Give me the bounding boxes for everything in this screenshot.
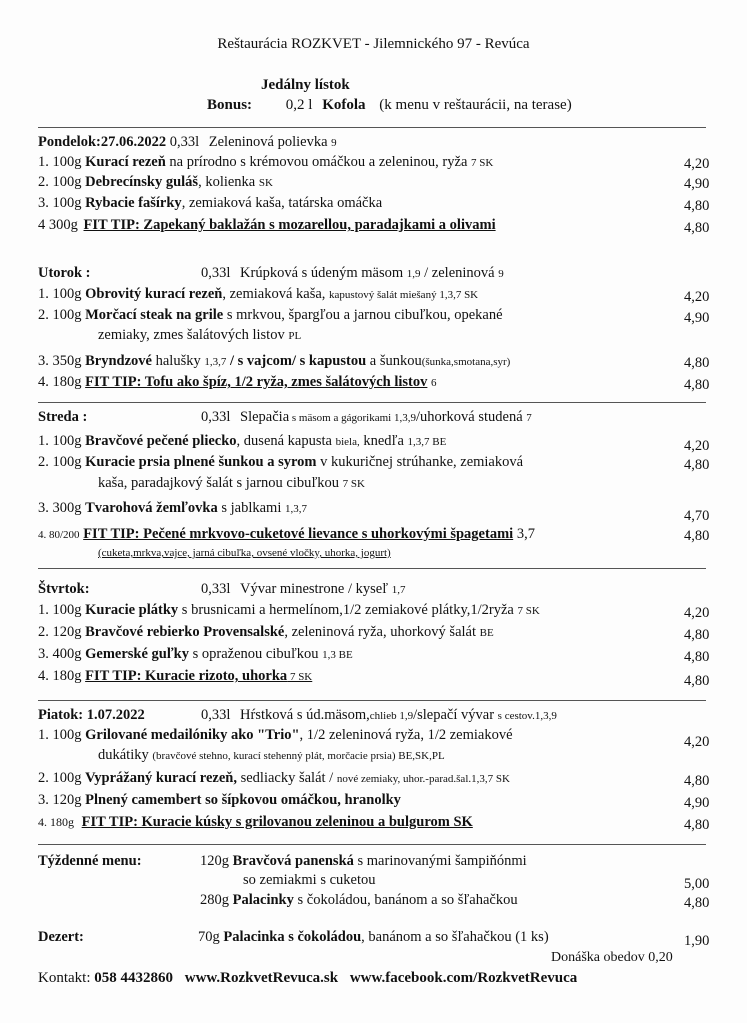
item-weight: 120g [200, 853, 229, 869]
menu-item [38, 153, 688, 172]
item-desc-continued [98, 474, 747, 493]
item-weight: 280g [200, 892, 229, 908]
item-name: Bryndzové [85, 353, 152, 369]
soup-allergens: 9 [498, 268, 504, 280]
item-desc: s mrkvou, špargľou a jarnou cibuľkou, opekané [223, 307, 503, 323]
menu-item [38, 173, 688, 192]
item-price: 4,80 [684, 220, 710, 236]
fit-tip: FIT TIP: Tofu ako špíz, 1/2 ryža, zmes šalátových listov [85, 374, 428, 390]
soup-alt: /slepačí vývar [413, 707, 498, 723]
item-price: 4,20 [684, 734, 710, 750]
item-number: 1. 100g [38, 727, 82, 743]
item-desc: s marinovanými šampiňónmi [353, 853, 527, 869]
item-name: Plnený camembert so šípkovou omáčkou, hranolky [85, 792, 401, 808]
day-label: Streda : [38, 409, 88, 425]
item-price: 4,80 [684, 528, 710, 544]
item-note: (cuketa,mrkva,vajce, jarná cibuľka, ovsené vločky, uhorka, jogurt) [98, 547, 391, 559]
bonus-item: Kofola [322, 97, 366, 113]
item-price: 4,80 [684, 773, 710, 789]
soup-note: chlieb 1,9 [369, 710, 414, 722]
divider [38, 844, 706, 845]
item-name: Morčací steak na grile [85, 307, 224, 323]
item-desc: , zemiaková kaša, [222, 286, 330, 302]
item-note: nové zemiaky, uhor.-parad.šal.1,3,7 SK [336, 773, 510, 785]
item-name: Palacinka s čokoládou [223, 929, 362, 945]
website-link[interactable]: www.RozkvetRevuca.sk [184, 970, 339, 986]
friday-header [38, 706, 688, 725]
soup-amount: 0,33l [201, 265, 231, 281]
item-price: 1,90 [684, 933, 710, 949]
item-name: Bravčové pečené pliecko [85, 433, 237, 449]
item-number: 2. 120g [38, 624, 82, 640]
soup-alt: / zeleninová [420, 265, 499, 281]
item-price: 4,20 [684, 156, 710, 172]
phone-number: 058 4432860 [94, 970, 173, 986]
item-number: 2. 100g [38, 307, 82, 323]
item-price: 4,80 [684, 457, 710, 473]
item-name: Kurací rezeň [85, 154, 166, 170]
item-price: 4,80 [684, 198, 710, 214]
item-name: Tvarohová žemľovka [85, 500, 218, 516]
item-allergens: 7 SK [471, 157, 494, 169]
menu-item [38, 285, 688, 304]
contact-footer [38, 970, 577, 987]
menu-item [38, 216, 688, 234]
item-number: 2. 100g [38, 174, 82, 190]
item-name: Vyprážaný kurací rezeň, [85, 770, 237, 786]
divider [38, 402, 706, 403]
item-price: 4,70 [684, 508, 710, 524]
item-number: 4. 80/200 [38, 529, 80, 541]
item-number: 1. 100g [38, 602, 82, 618]
item-price: 4,80 [684, 817, 710, 833]
item-note: (šunka,smotana,syr) [421, 356, 511, 368]
item-name: Palacinky [232, 892, 294, 908]
item-desc: dukátiky [98, 747, 153, 763]
menu-item [38, 373, 688, 392]
item-price: 5,00 [684, 876, 710, 892]
item-number: 3. 400g [38, 646, 82, 662]
item-price: 4,80 [684, 377, 710, 393]
restaurant-title: Reštaurácia ROZKVET - Jilemnického 97 - Revúca [217, 36, 530, 52]
menu-item [38, 667, 688, 686]
item-name: Rybacie fašírky [85, 195, 182, 211]
item-number: 2. 100g [38, 770, 82, 786]
item-number: 1. 100g [38, 286, 82, 302]
item-desc: na prírodno s krémovou omáčkou a zeleninou, ryža [165, 154, 472, 170]
weekly-item [200, 891, 747, 909]
fit-tip: FIT TIP: Pečené mrkvovo-cuketové lievance s uhorkovými špagetami [83, 526, 514, 542]
item-price: 4,20 [684, 289, 710, 305]
divider [38, 700, 706, 701]
soup-name: Vývar minestrone / kyseľ [240, 581, 392, 597]
item-allergens: SK [258, 177, 273, 189]
item-price: 4,80 [684, 355, 710, 371]
item-allergens: 1,3,7 BE [407, 436, 447, 448]
item-desc: , zemiaková kaša, tatárska omáčka [181, 195, 383, 211]
item-number: 3. 300g [38, 500, 82, 516]
menu-item [38, 453, 688, 471]
item-allergens: 6 [431, 377, 437, 389]
item-allergens: 7 SK [517, 605, 540, 617]
item-number: 1. 100g [38, 154, 82, 170]
divider [38, 127, 706, 128]
weekly-label: Týždenné menu: [38, 853, 142, 869]
soup-note: s mäsom a gágorikami 1,3,9 [289, 412, 416, 424]
item-desc-continued [98, 326, 747, 345]
item-desc: s jablkami [217, 500, 285, 516]
item-price: 4,80 [684, 649, 710, 665]
bonus-line [207, 97, 572, 114]
item-price: 4,90 [684, 176, 710, 192]
soup-amount: 0,33l [169, 134, 200, 150]
item-number: 4. 180g [38, 815, 74, 829]
item-allergens: 1,3,7 [285, 503, 307, 515]
item-name: Debrecínsky guláš [85, 174, 199, 190]
item-allergens: 1,3 BE [322, 649, 353, 661]
soup-name: Slepačia [240, 409, 290, 425]
item-desc: s opraženou cibuľkou [188, 646, 323, 662]
soup-allergens: 7 [526, 412, 532, 424]
divider [38, 568, 706, 569]
soup-amount: 0,33l [201, 409, 231, 425]
item-name: Obrovitý kurací rezeň [85, 286, 223, 302]
item-desc: halušky [151, 353, 205, 369]
item-number: 3. 120g [38, 792, 82, 808]
item-desc: , banánom a so šľahačkou (1 ks) [361, 929, 549, 945]
item-allergens: PL [288, 330, 302, 342]
item-weight: 70g [198, 929, 220, 945]
soup-allergens: 1,9 [406, 268, 421, 280]
menu-item [38, 623, 688, 642]
menu-item [38, 769, 688, 788]
item-price: 4,20 [684, 438, 710, 454]
item-name: Kuracie plátky [85, 602, 179, 618]
delivery-note: Donáška obedov 0,20 [551, 950, 673, 965]
day-label: Piatok: 1.07.2022 [38, 707, 145, 723]
soup-name: Hŕstková s úd.mäsom, [240, 707, 370, 723]
item-name: Grilované medailóniky ako "Trio" [85, 727, 300, 743]
fit-tip: FIT TIP: Kuracie rizoto, uhorka [85, 668, 288, 684]
menu-item [38, 306, 688, 324]
item-allergens: 7 SK [342, 478, 365, 490]
item-allergens: 3,7 [513, 526, 535, 542]
menu-item [38, 813, 688, 831]
item-desc: knedľa [359, 433, 408, 449]
item-allergens: 7 SK [287, 671, 313, 683]
bonus-label: Bonus: [207, 97, 253, 113]
day-label: Utorok : [38, 265, 91, 281]
soup-allergens: 1,7 [391, 584, 406, 596]
item-price: 4,90 [684, 310, 710, 326]
item-desc: , kolienka [198, 174, 259, 190]
contact-label: Kontakt: [38, 970, 91, 986]
item-number: 4. 180g [38, 668, 82, 684]
item-allergens: 1,3,7 [204, 356, 227, 368]
menu-item [38, 726, 688, 744]
item-desc: s čokoládou, banánom a so šľahačkou [293, 892, 518, 908]
fit-tip: FIT TIP: Kuracie kúsky s grilovanou zeleninou a bulgurom SK [81, 814, 473, 830]
menu-item [38, 791, 688, 809]
wednesday-header [38, 408, 688, 427]
item-number: 4 300g [38, 217, 78, 233]
menu-item [38, 194, 688, 212]
fit-tip: FIT TIP: Zapekaný baklažán s mozarellou, paradajkami a olivami [83, 217, 496, 233]
item-name: Kuracie prsia plnené šunkou a syrom [85, 454, 317, 470]
soup-name: Krúpková s údeným mäsom [240, 265, 404, 281]
item-name: Gemerské guľky [85, 646, 189, 662]
bonus-note: (k menu v reštaurácii, na terase) [379, 97, 572, 113]
item-desc-continued [98, 746, 747, 765]
item-number: 2. 100g [38, 454, 82, 470]
menu-item [38, 499, 688, 518]
item-desc: zemiaky, zmes šalátových listov [98, 327, 289, 343]
item-number: 4. 180g [38, 374, 82, 390]
bonus-amount: 0,2 l [285, 97, 313, 113]
item-price: 4,80 [684, 627, 710, 643]
menu-item [38, 525, 688, 544]
soup-amount: 0,33l [201, 581, 231, 597]
soup-allergens: 9 [331, 137, 337, 149]
item-price: 4,80 [684, 895, 710, 911]
item-desc: sedliacky šalát / [236, 770, 337, 786]
item-price: 4,20 [684, 605, 710, 621]
weekly-desc-continued: so zemiakmi s cuketou [243, 872, 376, 888]
menu-item [38, 601, 688, 620]
item-desc: s brusnicami a hermelínom,1/2 zemiakové plátky,1/2ryža [178, 602, 518, 618]
item-note: biela, [335, 436, 360, 448]
item-number: 3. 100g [38, 195, 82, 211]
item-desc: v kukuričnej strúhanke, zemiaková [316, 454, 524, 470]
item-price: 4,80 [684, 673, 710, 689]
soup-amount: 0,33l [201, 707, 231, 723]
soup-alt: /uhorková studená [415, 409, 527, 425]
item-allergens: BE [479, 627, 494, 639]
facebook-link[interactable]: www.facebook.com/RozkvetRevuca [349, 970, 578, 986]
menu-title: Jedálny lístok [261, 77, 350, 93]
weekly-menu [38, 852, 688, 870]
item-desc: kaša, paradajkový šalát s jarnou cibuľkou [98, 475, 343, 491]
item-name: Bravčová panenská [232, 853, 354, 869]
item-desc: , 1/2 zeleninová ryža, 1/2 zemiakové [299, 727, 513, 743]
dessert [38, 928, 688, 946]
item-desc: , dusená kapusta [236, 433, 336, 449]
item-price: 4,90 [684, 795, 710, 811]
item-number: 3. 350g [38, 353, 82, 369]
dessert-label: Dezert: [38, 929, 84, 945]
item-note: kapustový šalát miešaný 1,3,7 SK [329, 289, 479, 301]
item-name: Bravčové rebierko Provensalské [85, 624, 285, 640]
item-number: 1. 100g [38, 433, 82, 449]
menu-item [38, 432, 688, 451]
item-name: / s vajcom/ s kapustou [226, 353, 367, 369]
tuesday-header [38, 264, 688, 283]
item-desc: a šunkou [366, 353, 422, 369]
soup-note: s cestov.1,3,9 [497, 710, 557, 722]
item-note: (bravčové stehno, kurací stehenný plát, morčacie prsia) BE,SK,PL [152, 750, 445, 762]
day-label: Štvrtok: [38, 581, 90, 597]
monday-header [38, 133, 688, 152]
menu-item [38, 645, 688, 664]
menu-item [38, 352, 688, 371]
soup-name: Zeleninová polievka [208, 134, 328, 150]
day-label: Pondelok:27.06.2022 [38, 134, 167, 150]
item-desc: , zeleninová ryža, uhorkový šalát [284, 624, 480, 640]
thursday-header [38, 580, 688, 599]
